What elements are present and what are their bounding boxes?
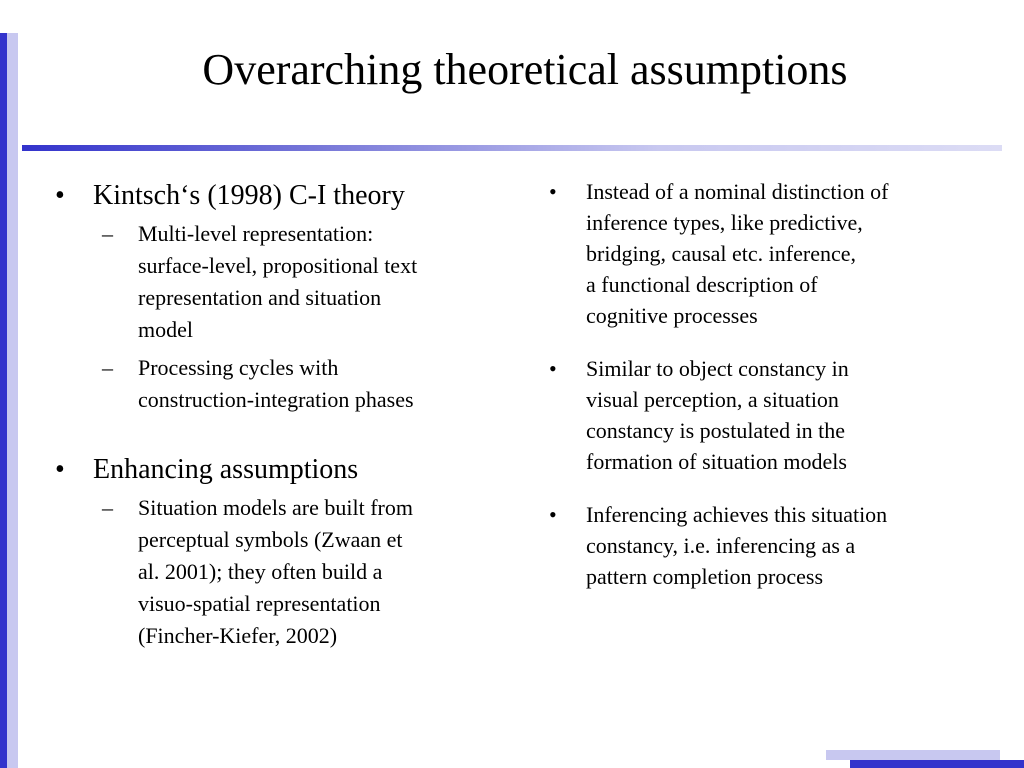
bullet-marker: • bbox=[55, 454, 65, 485]
bullet-marker: • bbox=[549, 356, 557, 381]
bullet-text: Similar to object constancy in visual perception, a situation constancy is postulated in the formation of situation models bbox=[586, 356, 849, 474]
bullet-item bbox=[549, 499, 999, 592]
sub-bullet-item bbox=[55, 492, 525, 652]
sub-bullet-item bbox=[55, 218, 525, 346]
sub-bullet-text: Processing cycles with construction-integration phases bbox=[138, 355, 414, 412]
bullet-item bbox=[549, 353, 999, 477]
bullet-text: Kintsch‘s (1998) C-I theory bbox=[93, 180, 405, 211]
left-column bbox=[55, 180, 525, 652]
bullet-marker: • bbox=[549, 179, 557, 204]
bullet-text: Enhancing assumptions bbox=[93, 454, 359, 485]
bottom-accent-bar-dark bbox=[850, 760, 1024, 768]
bullet-item bbox=[55, 180, 525, 212]
bullet-marker: • bbox=[549, 502, 557, 527]
sub-bullet-item bbox=[55, 352, 525, 416]
left-accent-bar-light bbox=[7, 33, 18, 768]
sub-bullet-text: Situation models are built from perceptual symbols (Zwaan et al. 2001); they often build a visuo-spatial representation (Fincher-Kiefer, 2002) bbox=[138, 495, 413, 648]
sub-bullet-text: Multi-level representation: surface-level, propositional text representation and situation model bbox=[138, 221, 418, 342]
dash-marker: – bbox=[102, 221, 113, 246]
bullet-item bbox=[55, 454, 525, 486]
bullet-text: Inferencing achieves this situation constancy, i.e. inferencing as a pattern completion process bbox=[586, 502, 888, 589]
right-column bbox=[549, 176, 999, 592]
bullet-marker: • bbox=[55, 180, 65, 211]
dash-marker: – bbox=[102, 355, 113, 380]
bullet-item bbox=[549, 176, 999, 331]
dash-marker: – bbox=[102, 495, 113, 520]
bullet-text: Instead of a nominal distinction of inference types, like predictive, bridging, causal etc. inference, a functional description of cognitive processes bbox=[586, 179, 889, 328]
slide-title: Overarching theoretical assumptions bbox=[202, 45, 848, 94]
bottom-accent-bar-light bbox=[826, 750, 1000, 760]
title-underline bbox=[22, 145, 1002, 151]
left-accent-bar-dark bbox=[0, 33, 7, 768]
